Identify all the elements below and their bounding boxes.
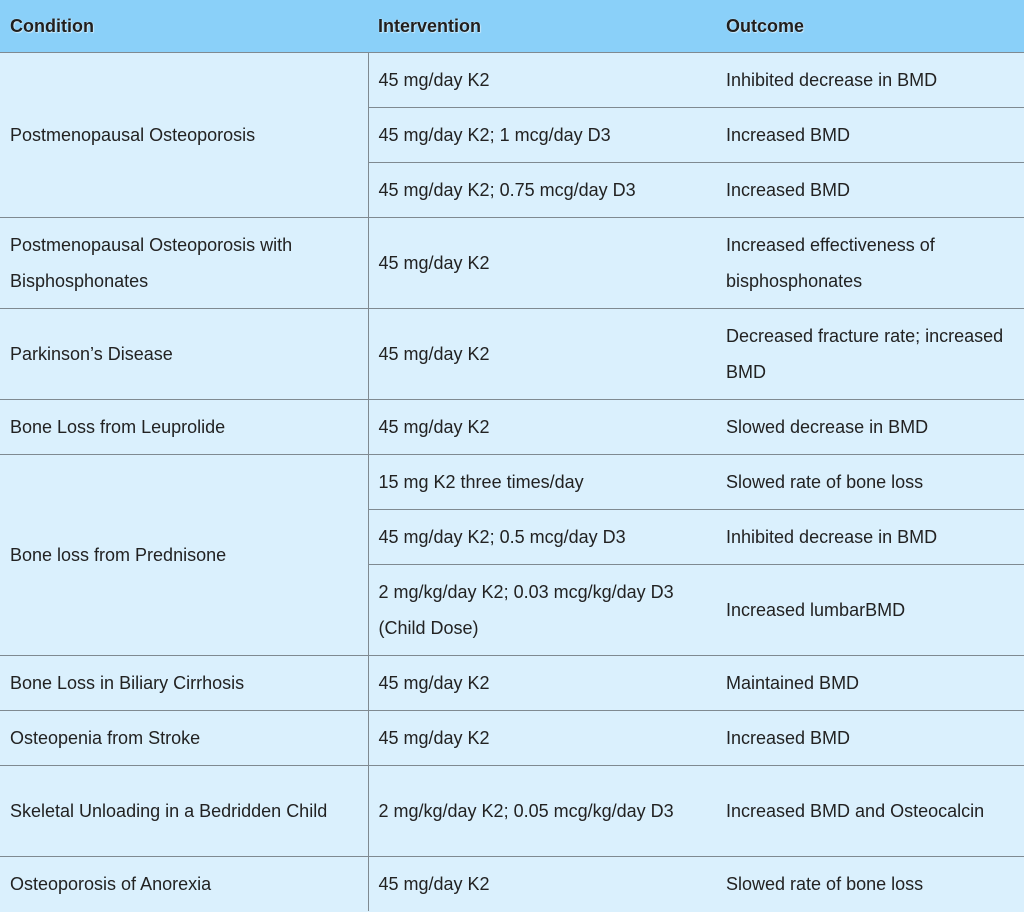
intervention-cell: 45 mg/day K2; 0.75 mcg/day D3: [368, 163, 716, 218]
outcome-cell: Increased BMD and Osteocalcin: [716, 766, 1024, 857]
condition-cell: Parkinson’s Disease: [0, 309, 368, 400]
outcome-cell: Increased effectiveness of bisphosphonates: [716, 218, 1024, 309]
outcome-cell: Slowed rate of bone loss: [716, 857, 1024, 912]
table-body: [0, 53, 1024, 912]
outcome-cell: Slowed decrease in BMD: [716, 400, 1024, 455]
table-row: [0, 53, 1024, 108]
table-row: [0, 455, 1024, 510]
condition-cell: Osteoporosis of Anorexia: [0, 857, 368, 912]
outcome-cell: Increased BMD: [716, 108, 1024, 163]
intervention-cell: 45 mg/day K2: [368, 400, 716, 455]
outcome-cell: Inhibited decrease in BMD: [716, 510, 1024, 565]
condition-cell: Postmenopausal Osteoporosis: [0, 53, 368, 218]
intervention-cell: 45 mg/day K2: [368, 309, 716, 400]
condition-cell: Osteopenia from Stroke: [0, 711, 368, 766]
outcome-cell: Increased BMD: [716, 163, 1024, 218]
outcome-cell: Increased BMD: [716, 711, 1024, 766]
header-row: [0, 0, 1024, 53]
table-row: [0, 711, 1024, 766]
condition-cell: Postmenopausal Osteoporosis with Bisphosphonates: [0, 218, 368, 309]
condition-column-header: Condition: [0, 0, 368, 53]
intervention-cell: 2 mg/kg/day K2; 0.05 mcg/kg/day D3: [368, 766, 716, 857]
intervention-cell: 45 mg/day K2: [368, 711, 716, 766]
table-header: [0, 0, 1024, 53]
intervention-cell: 45 mg/day K2; 1 mcg/day D3: [368, 108, 716, 163]
outcome-column-header: Outcome: [716, 0, 1024, 53]
outcome-cell: Decreased fracture rate; increased BMD: [716, 309, 1024, 400]
condition-cell: Bone loss from Prednisone: [0, 455, 368, 656]
table-row: [0, 857, 1024, 912]
outcome-cell: Slowed rate of bone loss: [716, 455, 1024, 510]
table-row: [0, 218, 1024, 309]
intervention-cell: 15 mg K2 three times/day: [368, 455, 716, 510]
table-row: [0, 656, 1024, 711]
outcome-cell: Increased lumbarBMD: [716, 565, 1024, 656]
intervention-column-header: Intervention: [368, 0, 716, 53]
condition-cell: Bone Loss from Leuprolide: [0, 400, 368, 455]
intervention-cell: 45 mg/day K2: [368, 53, 716, 108]
outcome-cell: Inhibited decrease in BMD: [716, 53, 1024, 108]
table-row: [0, 309, 1024, 400]
intervention-cell: 45 mg/day K2: [368, 656, 716, 711]
table-row: [0, 400, 1024, 455]
intervention-cell: 45 mg/day K2; 0.5 mcg/day D3: [368, 510, 716, 565]
condition-cell: Skeletal Unloading in a Bedridden Child: [0, 766, 368, 857]
outcome-cell: Maintained BMD: [716, 656, 1024, 711]
intervention-cell: 2 mg/kg/day K2; 0.03 mcg/kg/day D3 (Child Dose): [368, 565, 716, 656]
table-row: [0, 766, 1024, 857]
intervention-cell: 45 mg/day K2: [368, 857, 716, 912]
intervention-cell: 45 mg/day K2: [368, 218, 716, 309]
condition-cell: Bone Loss in Biliary Cirrhosis: [0, 656, 368, 711]
